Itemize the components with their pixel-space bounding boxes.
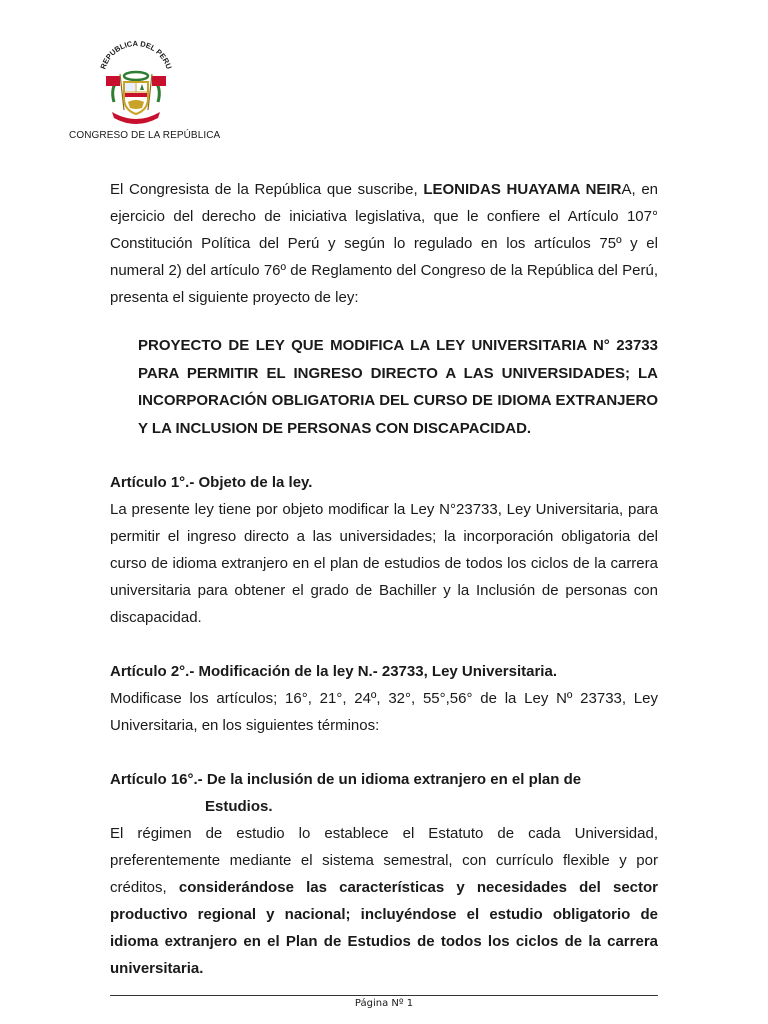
article-16-title-line1: Artículo 16°.- De la inclusión de un idioma extranjero en el plan de (110, 771, 582, 788)
intro-paragraph (110, 176, 658, 311)
article-1-title: Artículo 1°.- Objeto de la ley. (110, 474, 313, 491)
congressman-name-suffix: A (621, 181, 632, 198)
article-16-body-plain: El régimen de estudio lo establece el Estatuto de cada Universidad, preferentemente mediante el sistema semestral, con currículo flexible y por créditos, (110, 825, 658, 896)
congressman-name: LEONIDAS HUAYAMA NEIR (423, 181, 622, 198)
document-body (110, 176, 658, 982)
article-2-title: Artículo 2°.- Modificación de la ley N.- 23733, Ley Universitaria. (110, 663, 557, 680)
page-footer (110, 995, 658, 1009)
intro-after-name: , en ejercicio del derecho de iniciativa legislativa, que le confiere el Artículo 107° Constitución Política del Perú y según lo regulado en los artículos 75º y el numeral 2) del artículo 76º de Reglamento del Congreso de la República del Perú, presenta el siguiente proyecto de ley: (110, 181, 658, 306)
seal-text: REPUBLICA DEL PERU (98, 40, 174, 71)
article-16-title-line2: Estudios. (205, 798, 273, 815)
svg-text:REPUBLICA DEL PERU (98, 40, 173, 70)
peru-coat-of-arms-icon (96, 40, 176, 128)
institution-name: CONGRESO DE LA REPÚBLICA (69, 130, 221, 141)
page-number: Página Nº 1 (354, 998, 414, 1009)
article-16-body (110, 820, 658, 982)
article-16-body-bold: considerándose las características y necesidades del sector productivo regional y nacional; incluyéndose el estudio obligatorio de idioma extranjero en el Plan de Estudios de todos los ciclos de la carrera universitaria. (110, 879, 659, 977)
project-title: PROYECTO DE LEY QUE MODIFICA LA LEY UNIVERSITARIA N° 23733 PARA PERMITIR EL INGRESO DIRECTO A LAS UNIVERSIDADES; LA INCORPORACIÓN OBLIGATORIA DEL CURSO DE IDIOMA EXTRANJERO Y LA INCLUSION DE PERSONAS CON DISCAPACIDAD. (138, 337, 658, 437)
article-2-body: Modificase los artículos; 16°, 21°, 24º, 32°, 55°,56° de la Ley Nº 23733, Ley Universitaria, en los siguientes términos: (110, 690, 658, 734)
article-1-body: La presente ley tiene por objeto modificar la Ley N°23733, Ley Universitaria, para permitir el ingreso directo a las universidades; la incorporación obligatoria del curso de idioma extranjero en el plan de estudios de todos los ciclos de la carrera universitaria para obtener el grado de Bachiller y la Inclusión de personas con discapacidad. (110, 501, 658, 626)
intro-before-name: El Congresista de la República que suscribe, (110, 181, 424, 198)
